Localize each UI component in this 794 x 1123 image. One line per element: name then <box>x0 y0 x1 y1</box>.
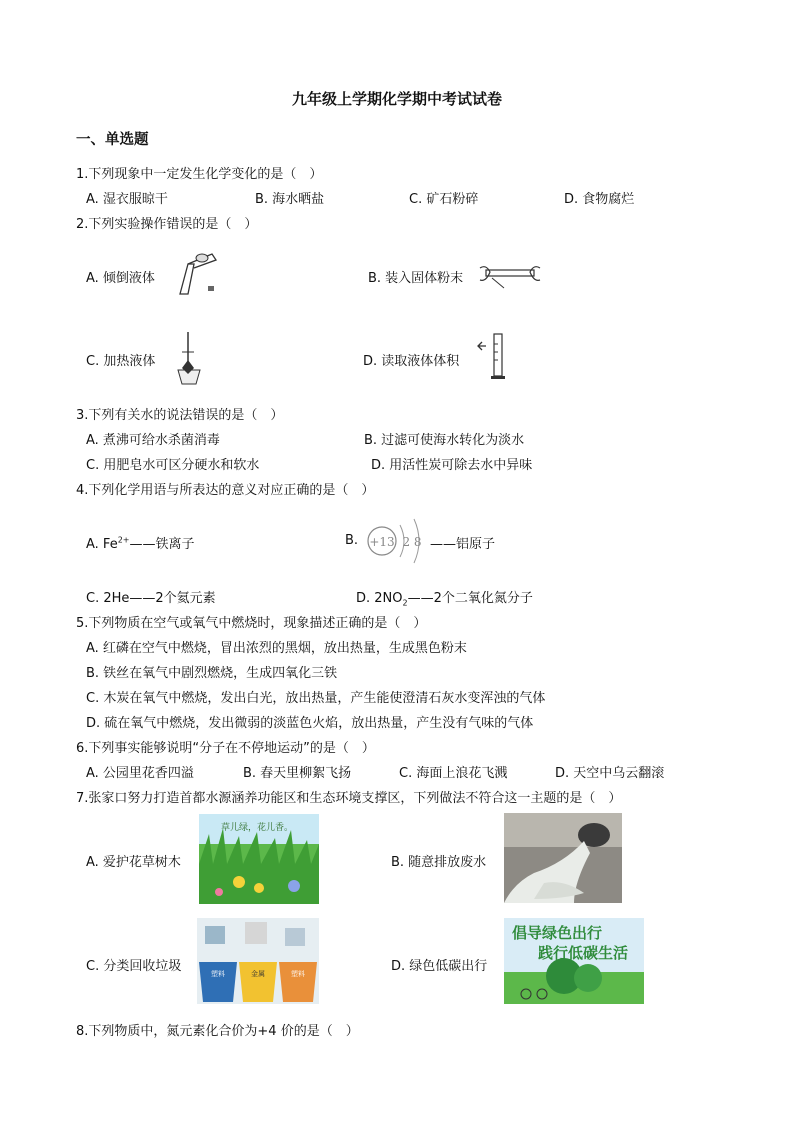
q7-option-a[interactable]: A. 爱护花草树木 <box>86 855 181 870</box>
q4-option-a[interactable] <box>86 533 195 552</box>
q5-option-c[interactable]: C. 木炭在氧气中燃烧，发出白光，放出热量，产生能使澄清石灰水变浑浊的气体 <box>86 691 546 706</box>
q4-a-charge: 2+ <box>117 535 130 545</box>
q4-option-b-label[interactable]: B. <box>345 533 359 548</box>
q6-option-b[interactable]: B. 春天里柳絮飞扬 <box>243 766 352 781</box>
flowers-caption: 草儿绿，花儿香。 <box>220 823 294 833</box>
question-4-stem: 4.下列化学用语与所表达的意义对应正确的是（ ） <box>76 483 375 498</box>
question-5-stem: 5.下列物质在空气或氧气中燃烧时，现象描述正确的是（ ） <box>76 616 427 631</box>
question-7-stem: 7.张家口努力打造首都水源涵养功能区和生态环境支撑区，下列做法不符合这一主题的是（ ） <box>76 791 622 806</box>
low-carbon-banner-image <box>504 918 644 1004</box>
question-3-stem: 3.下列有关水的说法错误的是（ ） <box>76 408 284 423</box>
banner-line-2: 践行低碳生活 <box>538 944 629 962</box>
banner-line-1: 倡导绿色出行 <box>512 924 603 942</box>
q2-option-c[interactable]: C. 加热液体 <box>86 354 156 369</box>
q1-option-d[interactable]: D. 食物腐烂 <box>564 192 635 207</box>
aluminum-atom-diagram <box>362 513 432 569</box>
section-heading: 一、单选题 <box>76 132 149 148</box>
q5-option-b[interactable]: B. 铁丝在氧气中剧烈燃烧，生成四氧化三铁 <box>86 666 338 681</box>
q4-b-meaning: ——铝原子 <box>430 537 496 552</box>
q4-d-prefix: D. 2NO <box>356 591 403 606</box>
q6-option-c[interactable]: C. 海面上浪花飞溅 <box>399 766 508 781</box>
q4-a-prefix: A. Fe <box>86 537 118 552</box>
load-powder-figure <box>478 258 542 292</box>
bin-label-2: 金属 <box>251 970 265 978</box>
q7-option-c[interactable]: C. 分类回收垃圾 <box>86 959 182 974</box>
pour-liquid-figure <box>168 250 224 296</box>
flowers-grass-image <box>199 814 319 904</box>
q4-d-subscript: 2 <box>402 598 408 608</box>
q4-a-meaning: ——铁离子 <box>129 537 195 552</box>
q2-option-d[interactable]: D. 读取液体体积 <box>363 354 460 369</box>
q4-option-d[interactable] <box>356 587 533 608</box>
q3-option-a[interactable]: A. 煮沸可给水杀菌消毒 <box>86 433 220 448</box>
q5-option-d[interactable]: D. 硫在氧气中燃烧，发出微弱的淡蓝色火焰，放出热量，产生没有气味的气体 <box>86 716 534 731</box>
read-volume-figure <box>474 330 508 382</box>
question-1-stem: 1.下列现象中一定发生化学变化的是（ ） <box>76 167 323 182</box>
question-8-stem: 8.下列物质中，氮元素化合价为+4 价的是（ ） <box>76 1024 359 1039</box>
q5-option-a[interactable]: A. 红磷在空气中燃烧，冒出浓烈的黑烟，放出热量，生成黑色粉末 <box>86 641 467 656</box>
question-6-stem: 6.下列事实能够说明“分子在不停地运动”的是（ ） <box>76 741 375 756</box>
waste-water-image <box>504 813 622 903</box>
sorting-bins-image <box>197 918 319 1004</box>
q7-option-d[interactable]: D. 绿色低碳出行 <box>391 959 488 974</box>
page-title: 九年级上学期化学期中考试试卷 <box>291 90 502 108</box>
q4-d-meaning: ——2个二氧化氮分子 <box>407 591 533 606</box>
q6-option-a[interactable]: A. 公园里花香四溢 <box>86 766 194 781</box>
heat-liquid-figure <box>172 330 206 388</box>
q6-option-d[interactable]: D. 天空中乌云翻滚 <box>555 766 665 781</box>
q4-option-c[interactable]: C. 2He——2个氦元素 <box>86 591 216 606</box>
atom-shells: 2 8 <box>402 535 422 549</box>
bin-label-1: 塑料 <box>211 970 225 978</box>
bin-label-3: 塑料 <box>291 970 305 978</box>
q7-option-b[interactable]: B. 随意排放废水 <box>391 855 487 870</box>
question-2-stem: 2.下列实验操作错误的是（ ） <box>76 217 258 232</box>
q1-option-b[interactable]: B. 海水晒盐 <box>255 192 325 207</box>
q3-option-c[interactable]: C. 用肥皂水可区分硬水和软水 <box>86 458 260 473</box>
q3-option-d[interactable]: D. 用活性炭可除去水中异味 <box>371 458 533 473</box>
q3-option-b[interactable]: B. 过滤可使海水转化为淡水 <box>364 433 525 448</box>
atom-nucleus: +13 <box>369 535 395 549</box>
q1-option-a[interactable]: A. 湿衣服晾干 <box>86 192 168 207</box>
q2-option-b[interactable]: B. 装入固体粉末 <box>368 271 464 286</box>
q2-option-a[interactable]: A. 倾倒液体 <box>86 271 155 286</box>
q1-option-c[interactable]: C. 矿石粉碎 <box>409 192 479 207</box>
